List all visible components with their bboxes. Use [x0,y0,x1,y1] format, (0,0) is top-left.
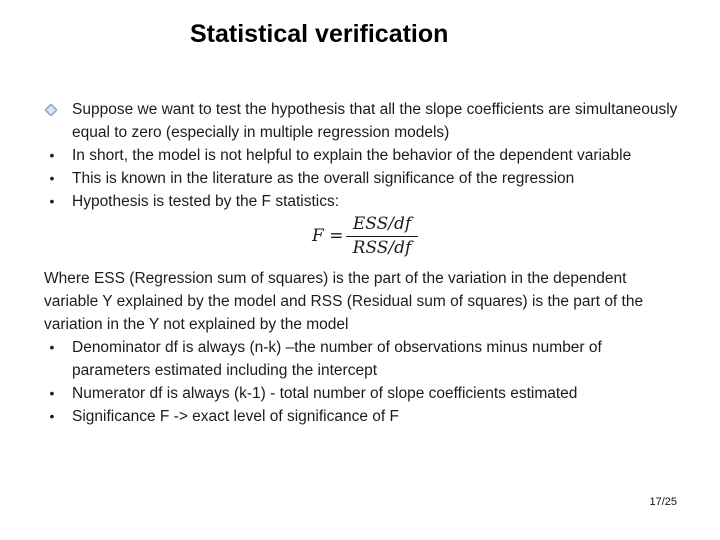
slide-content [44,98,684,428]
bullet-item-hypothesis [44,98,684,144]
f-statistic-formula [44,213,684,263]
bullet-item-overall-significance [44,167,684,190]
bullet-text: Suppose we want to test the hypothesis that all the slope coefficients are simultaneously equal to zero (especially in multiple regression models) [72,101,678,141]
bullet-text: Significance F -> exact level of significance of F [72,408,399,425]
bullet-dot-icon: • [49,147,55,163]
bullet-text: Denominator df is always (n-k) –the number of observations minus number of parameters estimated including the intercept [72,339,602,379]
diamond-bullet-icon [45,104,55,114]
bullet-item-numerator-df [44,382,684,405]
slide-title: Statistical verification [190,20,449,48]
bullet-dot-icon: • [49,170,55,186]
bullet-text: In short, the model is not helpful to explain the behavior of the dependent variable [72,147,632,164]
bullet-dot-icon: • [49,193,55,209]
formula-numerator: ESS/df [352,214,412,234]
formula-lhs: F = [312,226,344,246]
bullet-dot-icon: • [49,339,55,355]
page-number: 17/25 [649,496,677,508]
ess-rss-explanation: Where ESS (Regression sum of squares) is the part of the variation in the dependent variable Y explained by the model and RSS (Residual sum of squares) is the part of the variation in the Y not explained by the model [44,270,644,333]
bullet-item-significance-f [44,405,684,428]
bullet-dot-icon: • [49,408,55,424]
bullet-dot-icon: • [49,385,55,401]
formula-fraction [346,213,418,259]
bullet-item-denominator-df [44,336,684,382]
bullet-text: This is known in the literature as the overall significance of the regression [72,170,575,187]
bullet-item-model-not-helpful [44,144,684,167]
bullet-text: Numerator df is always (k-1) - total number of slope coefficients estimated [72,385,578,402]
bullet-text: Hypothesis is tested by the F statistics: [72,193,340,210]
bullet-item-f-statistics [44,190,684,213]
formula-denominator: RSS/df [346,236,418,259]
